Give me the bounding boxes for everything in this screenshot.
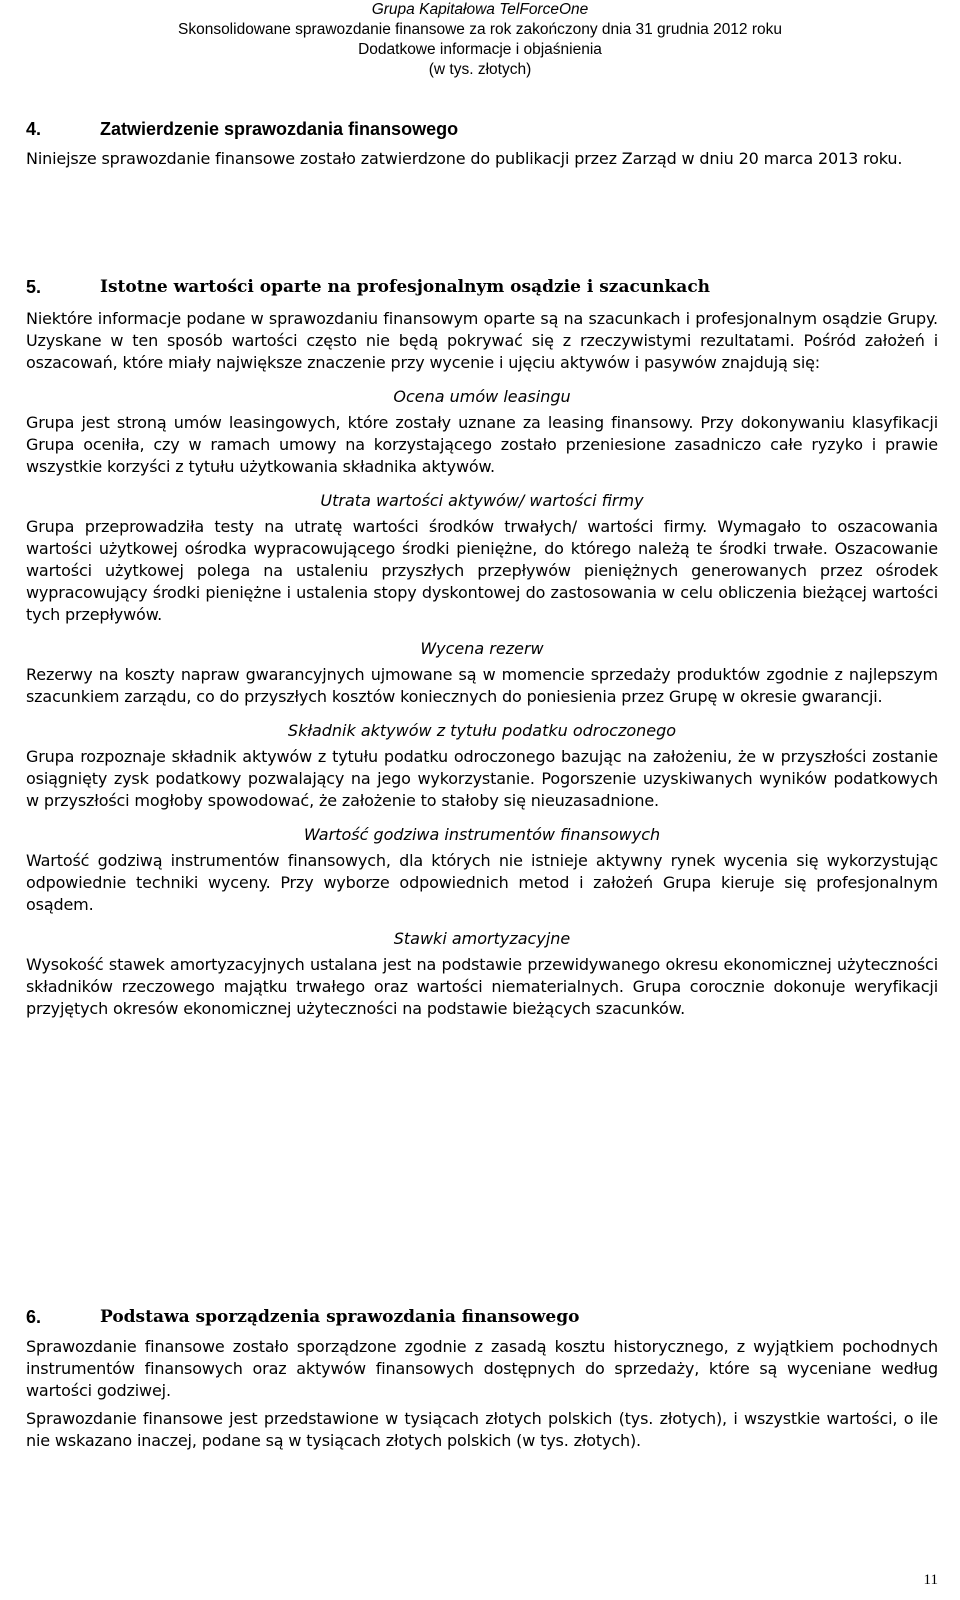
page-header xyxy=(0,0,960,80)
subheading-leasing: Ocena umów leasingu xyxy=(393,387,571,406)
paragraph-deferred-tax: Grupa rozpoznaje składnik aktywów z tytułu podatku odroczonego bazując na założeniu, że w przyszłości zostanie osiągnięty zysk podatkowy pozwalający na jego wykorzystanie. Pogorszenie uzyskiwanych wyników podatkowych w przyszłości mogłoby spowodować, że założenie to stałoby się nieuzasadnione. xyxy=(26,747,938,810)
header-company: Grupa Kapitałowa TelForceOne xyxy=(371,1,589,18)
section-6-paragraph-1: Sprawozdanie finansowe zostało sporządzone zgodnie z zasadą kosztu historycznego, z wyjątkiem pochodnych instrumentów finansowych oraz aktywów finansowych dostępnych do sprzedaży, które są wyceniane według wartości godziwej. xyxy=(26,1337,938,1400)
section-6-title-text: Podstawa sporządzenia sprawozdania finansowego xyxy=(100,1307,580,1327)
paragraph-depreciation: Wysokość stawek amortyzacyjnych ustalana jest na podstawie przewidywanego okresu ekonomicznej użyteczności składników rzeczowego majątku trwałego oraz wartości niematerialnych. Grupa corocznie dokonuje weryfikacji przyjętych okresów ekonomicznej użyteczności na podstawie bieżących szacunków. xyxy=(26,955,938,1018)
paragraph-fair-value: Wartość godziwą instrumentów finansowych, dla których nie istnieje aktywny rynek wycenia się wykorzystując odpowiednie techniki wyceny. Przy wyborze odpowiednich metod i założeń Grupa kieruje się profesjonalnym osądem. xyxy=(26,851,938,914)
section-6 xyxy=(26,1306,938,1452)
section-5-title-text: Istotne wartości oparte na profesjonalnym osądzie i szacunkach xyxy=(100,277,711,297)
section-5-title xyxy=(26,276,938,298)
paragraph-impairment: Grupa przeprowadziła testy na utratę wartości środków trwałych/ wartości firmy. Wymagało to oszacowania wartości użytkowej ośrodka wypracowującego środki pieniężne, do którego należą te środki trwałe. Oszacowanie wartości użytkowej polega na ustaleniu przyszłych przepływów pieniężnych generowanych przez ośrodek wypracowujący środki pieniężne i ustalenia stopy dyskontowej do zastosowania w celu obliczenia bieżącej wartości tych przepływów. xyxy=(26,517,938,624)
section-4-text: Niniejsze sprawozdanie finansowe zostało zatwierdzone do publikacji przez Zarząd w dniu 20 marca 2013 roku. xyxy=(26,149,903,168)
section-4-title xyxy=(26,118,938,140)
header-section: Dodatkowe informacje i objaśnienia xyxy=(358,41,602,58)
section-4-title-text: Zatwierdzenie sprawozdania finansowego xyxy=(100,119,459,139)
page-number: 11 xyxy=(923,1572,938,1588)
section-5-number: 5. xyxy=(26,277,42,297)
header-units: (w tys. złotych) xyxy=(428,61,532,78)
paragraph-leasing: Grupa jest stroną umów leasingowych, które zostały uznane za leasing finansowy. Przy dokonywaniu klasyfikacji Grupa oceniła, czy w ramach umowy na korzystającego zostało przeniesione zasadniczo całe ryzyko i prawie wszystkie korzyści z tytułu użytkowania składnika aktywów. xyxy=(26,413,938,476)
subheading-impairment: Utrata wartości aktywów/ wartości firmy xyxy=(320,491,644,510)
subheading-fair-value: Wartość godziwa instrumentów finansowych xyxy=(303,825,661,844)
paragraph-provisions: Rezerwy na koszty napraw gwarancyjnych ujmowane są w momencie sprzedaży produktów zgodnie z najlepszym szacunkiem zarządu, co do przyszłych kosztów koniecznych do poniesienia przez Grupę w okresie gwarancji. xyxy=(26,665,938,706)
subheading-deferred-tax: Składnik aktywów z tytułu podatku odroczonego xyxy=(287,721,677,740)
section-5-intro: Niektóre informacje podane w sprawozdaniu finansowym oparte są na szacunkach i profesjonalnym osądzie Grupy. Uzyskane w ten sposób wartości często nie będą pokrywać się z rzeczywistymi rezultatami. Pośród założeń i oszacowań, które miały największe znaczenie przy wycenie i ujęciu aktywów i pasywów znajdują się: xyxy=(26,309,938,372)
section-4 xyxy=(26,118,938,170)
section-5 xyxy=(26,276,938,1020)
subheading-provisions: Wycena rezerw xyxy=(420,639,544,658)
header-report-title: Skonsolidowane sprawozdanie finansowe za rok zakończony dnia 31 grudnia 2012 roku xyxy=(177,21,783,38)
subheading-depreciation: Stawki amortyzacyjne xyxy=(393,929,571,948)
section-6-paragraph-2: Sprawozdanie finansowe jest przedstawione w tysiącach złotych polskich (tys. złotych), i wszystkie wartości, o ile nie wskazano inaczej, podane są w tysiącach złotych polskich (w tys. złotych). xyxy=(26,1409,938,1450)
section-4-number: 4. xyxy=(26,119,42,139)
section-6-number: 6. xyxy=(26,1307,42,1327)
section-6-title xyxy=(26,1306,938,1328)
